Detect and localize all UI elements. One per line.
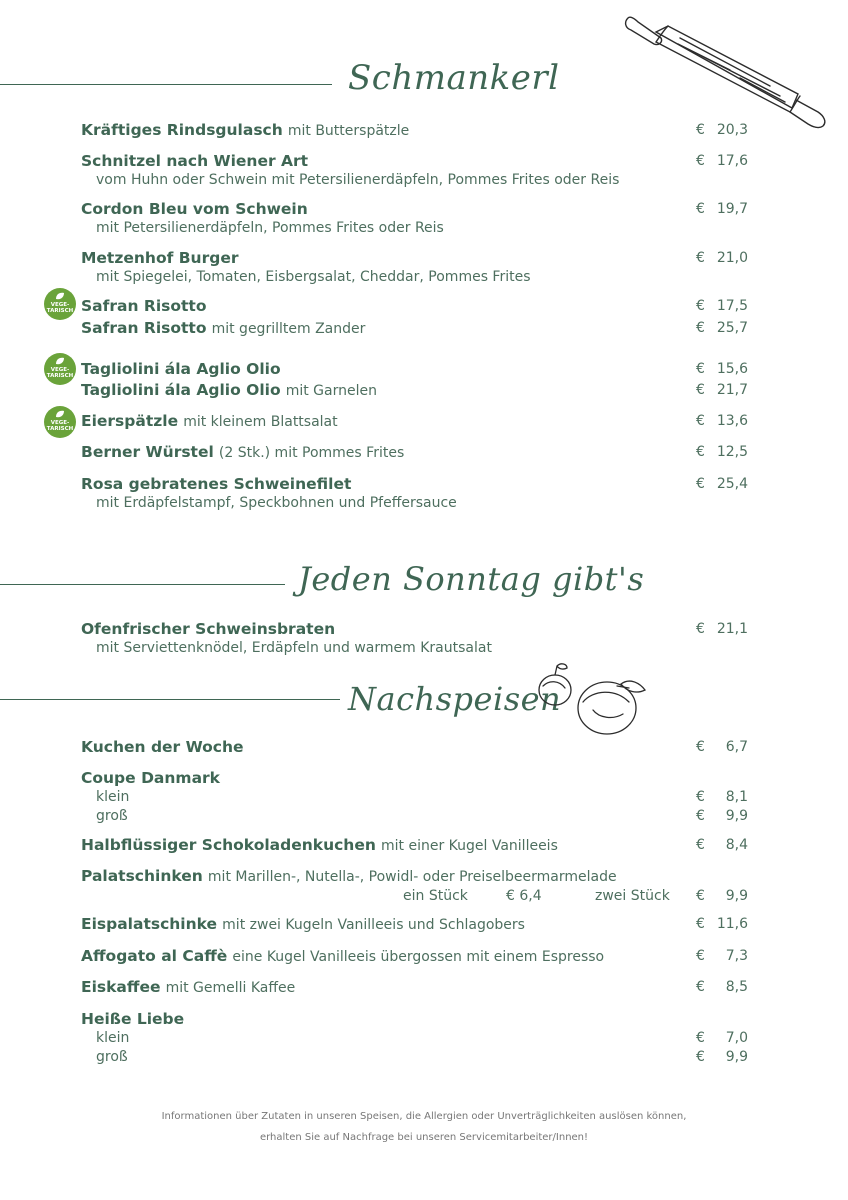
vegetarian-badge: VEGE- TARISCH [44, 353, 76, 385]
item-name: Coupe Danmark [81, 769, 220, 787]
menu-item-eispalatschinke [81, 914, 748, 934]
vegetarian-badge: VEGE- TARISCH [44, 406, 76, 438]
item-desc: (2 Stk.) mit Pommes Frites [218, 445, 405, 461]
item-name: Halbflüssiger Schokoladenkuchen [81, 836, 376, 854]
item-desc: mit gegrilltem Zander [211, 321, 366, 337]
item-price: € 8,1 [696, 789, 748, 805]
item-price: € 8,5 [696, 979, 748, 995]
item-name: Eispalatschinke [81, 915, 218, 933]
item-name: Heiße Liebe [81, 1010, 185, 1028]
item-name: Ofenfrischer Schweinsbraten [81, 620, 336, 638]
item-price: € 9,9 [696, 1049, 748, 1065]
item-desc: mit kleinem Blattsalat [183, 414, 338, 430]
item-desc: mit zwei Kugeln Vanilleeis und Schlagobers [222, 917, 525, 933]
portion-label: zwei Stück [595, 888, 670, 904]
item-price: € 17,5 [696, 298, 748, 314]
item-desc: vom Huhn oder Schwein mit Petersilienerdäpfeln, Pommes Frites oder Reis [96, 172, 620, 188]
item-price: € 7,3 [696, 948, 748, 964]
item-name: Metzenhof Burger [81, 249, 239, 267]
item-price: € 7,0 [696, 1030, 748, 1046]
item-price: € 8,4 [696, 837, 748, 853]
menu-item-wuerstel [81, 442, 748, 462]
item-desc: mit einer Kugel Vanilleeis [380, 838, 558, 854]
item-price: € 19,7 [696, 201, 748, 217]
allergen-notice [0, 1106, 848, 1148]
menu-item-eierspaetzle [81, 411, 748, 431]
leaf-icon [55, 357, 65, 365]
section-divider [0, 699, 340, 700]
item-name: Safran Risotto [81, 319, 207, 337]
section-title-schmankerl: Schmankerl [348, 58, 560, 98]
item-desc: mit Butterspätzle [287, 123, 410, 139]
portion-label: ein Stück [403, 888, 468, 904]
item-name: Safran Risotto [81, 297, 207, 315]
menu-item-schweinefilet [81, 474, 748, 513]
size-label: groß [96, 808, 128, 824]
item-price: € 21,0 [696, 250, 748, 266]
section-divider [0, 84, 332, 85]
item-price: € 6,7 [696, 739, 748, 755]
item-name: Berner Würstel [81, 443, 214, 461]
menu-item-burger [81, 248, 748, 287]
item-name: Affogato al Caffè [81, 947, 228, 965]
menu-item-schnitzel [81, 151, 748, 190]
item-desc: eine Kugel Vanilleeis übergossen mit einem Espresso [232, 949, 605, 965]
item-name: Tagliolini ála Aglio Olio [81, 360, 281, 378]
menu-item-schweinsbraten [81, 619, 748, 658]
menu-item-heisse-liebe [81, 1009, 748, 1067]
item-name: Eiskaffee [81, 978, 161, 996]
size-label: klein [96, 1030, 130, 1046]
item-name: Tagliolini ála Aglio Olio [81, 381, 281, 399]
item-name: Rosa gebratenes Schweinefilet [81, 475, 352, 493]
item-price: € 11,6 [696, 916, 748, 932]
item-desc: mit Erdäpfelstampf, Speckbohnen und Pfeffersauce [96, 495, 457, 511]
item-price: € 9,9 [696, 888, 748, 904]
item-price: € 12,5 [696, 444, 748, 460]
item-price: € 13,6 [696, 413, 748, 429]
allergen-notice-line: erhalten Sie auf Nachfrage bei unseren Servicemitarbeiter/Innen! [259, 1132, 589, 1143]
menu-item-safran-risotto [81, 296, 748, 338]
section-divider [0, 584, 285, 585]
menu-item-schokokuchen [81, 835, 748, 855]
item-price: € 21,1 [696, 621, 748, 637]
menu-item-palatschinken [81, 866, 748, 906]
allergen-notice-line: Informationen über Zutaten in unseren Speisen, die Allergien oder Unverträglichkeiten auslösen können, [161, 1111, 687, 1122]
item-price: € 25,4 [696, 476, 748, 492]
vegetarian-badge: VEGE- TARISCH [44, 288, 76, 320]
item-price: € 9,9 [696, 808, 748, 824]
leaf-icon [55, 292, 65, 300]
item-price: € 25,7 [696, 320, 748, 336]
rolling-pin-illustration [620, 8, 835, 133]
item-price: € 15,6 [696, 361, 748, 377]
section-title-nachspeisen: Nachspeisen [348, 680, 562, 718]
menu-item-kuchen [81, 737, 748, 757]
item-name: Kuchen der Woche [81, 738, 244, 756]
menu-item-cordon-bleu [81, 199, 748, 238]
item-desc: mit Garnelen [285, 383, 377, 399]
menu-item-coupe-danmark [81, 768, 748, 826]
item-price: € 17,6 [696, 153, 748, 169]
item-name: Eierspätzle [81, 412, 179, 430]
menu-item-eiskaffee [81, 977, 748, 997]
item-desc: mit Petersilienerdäpfeln, Pommes Frites oder Reis [96, 220, 444, 236]
item-name: Palatschinken [81, 867, 203, 885]
item-name: Cordon Bleu vom Schwein [81, 200, 308, 218]
menu-item-affogato [81, 946, 748, 966]
item-desc: mit Gemelli Kaffee [165, 980, 296, 996]
menu-item-gulasch [81, 120, 748, 140]
portion-price: € 6,4 [506, 888, 542, 904]
size-label: groß [96, 1049, 128, 1065]
size-label: klein [96, 789, 130, 805]
plums-illustration [533, 658, 653, 740]
item-desc: mit Spiegelei, Tomaten, Eisbergsalat, Cheddar, Pommes Frites [96, 269, 531, 285]
leaf-icon [55, 410, 65, 418]
section-title-sonntag: Jeden Sonntag gibt's [298, 560, 645, 598]
item-name: Schnitzel nach Wiener Art [81, 152, 309, 170]
item-name: Kräftiges Rindsgulasch [81, 121, 283, 139]
item-desc: mit Serviettenknödel, Erdäpfeln und warmem Krautsalat [96, 640, 492, 656]
item-price: € 20,3 [696, 122, 748, 138]
item-desc: mit Marillen-, Nutella-, Powidl- oder Preiselbeermarmelade [207, 869, 617, 885]
menu-item-tagliolini [81, 359, 748, 400]
item-price: € 21,7 [696, 382, 748, 398]
